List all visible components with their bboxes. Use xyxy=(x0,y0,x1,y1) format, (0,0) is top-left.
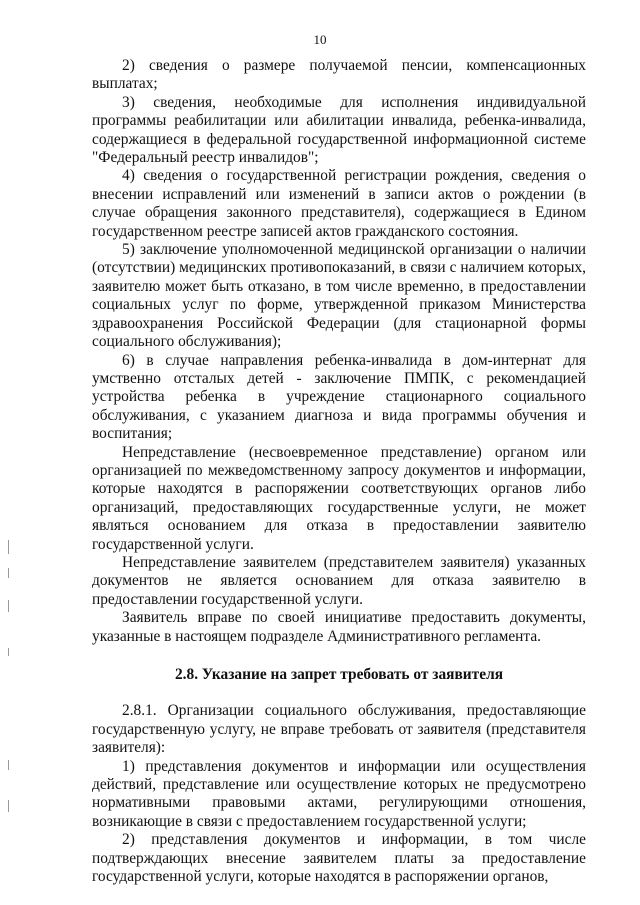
paragraph-medical-conclusion: 5) заключение уполномоченной медицинской организации о наличии (отсутствии) медицинских противопоказаний, в связи с наличием которых, заявителю может быть отказано, в том числе временно, в предоставлении социальных услуг по форме, утвержденной приказом Министерства здравоохранения Российской Федерации (для стационарной формы социального обслуживания); xyxy=(92,241,586,351)
paragraph-birth-registration: 4) сведения о государственной регистрации рождения, сведения о внесении исправлений или изменений в записи актов о рождении (в случае обращения законного представителя), содержащиеся в Едином государственном реестре записей актов гражданского состояния. xyxy=(92,167,586,240)
paragraph-2-8-1: 2.8.1. Организации социального обслуживания, предоставляющие государственную услугу, не вправе требовать от заявителя (представителя заявителя): xyxy=(92,702,586,757)
paragraph-item-2: 2) представления документов и информации, в том числе подтверждающих внесение заявителем платы за предоставление государственной услуги, которые находятся в распоряжении органов, xyxy=(92,831,586,886)
document-body xyxy=(92,57,586,886)
paragraph-rehabilitation-info: 3) сведения, необходимые для исполнения индивидуальной программы реабилитации или абилитации инвалида, ребенка-инвалида, содержащиеся в федеральной государственной информационной системе "Федеральный реестр инвалидов"; xyxy=(92,93,586,167)
paragraph-applicant-nonsubmission: Непредставление заявителем (представителем заявителя) указанных документов не является основанием для отказа заявителю в предоставлении государственной услуги. xyxy=(92,553,586,608)
paragraph-applicant-initiative: Заявитель вправе по своей инициативе предоставить документы, указанные в настоящем подразделе Административного регламента. xyxy=(92,609,586,645)
paragraph-item-1: 1) представления документов и информации или осуществления действий, представление или осуществление которых не предусмотрено нормативными правовыми актами, регулирующими отношения, возникающие в связи с предоставлением государственной услуги; xyxy=(92,757,586,830)
paragraph-pension-info: 2) сведения о размере получаемой пенсии, компенсационных выплатах; xyxy=(92,57,586,93)
margin-scan-marks xyxy=(8,0,12,905)
paragraph-interagency-nonsubmission: Непредставление (несвоевременное представление) органом или организацией по межведомственному запросу документов и информации, которые находятся в распоряжении соответствующих органов либо организаций, предоставляющих государственные услуги, не может являться основанием для отказа в предоставлении заявителю государственной услуги. xyxy=(92,443,586,553)
page-number: 10 xyxy=(313,32,327,47)
paragraph-pmpk-conclusion: 6) в случае направления ребенка-инвалида в дом-интернат для умственно отсталых детей - заключение ПМПК, с рекомендацией устройства ребенка в учреждение стационарного социального обслуживания, с указанием диагноза и вида программы обучения и воспитания; xyxy=(92,351,586,443)
section-heading: 2.8. Указание на запрет требовать от заявителя xyxy=(174,666,504,683)
